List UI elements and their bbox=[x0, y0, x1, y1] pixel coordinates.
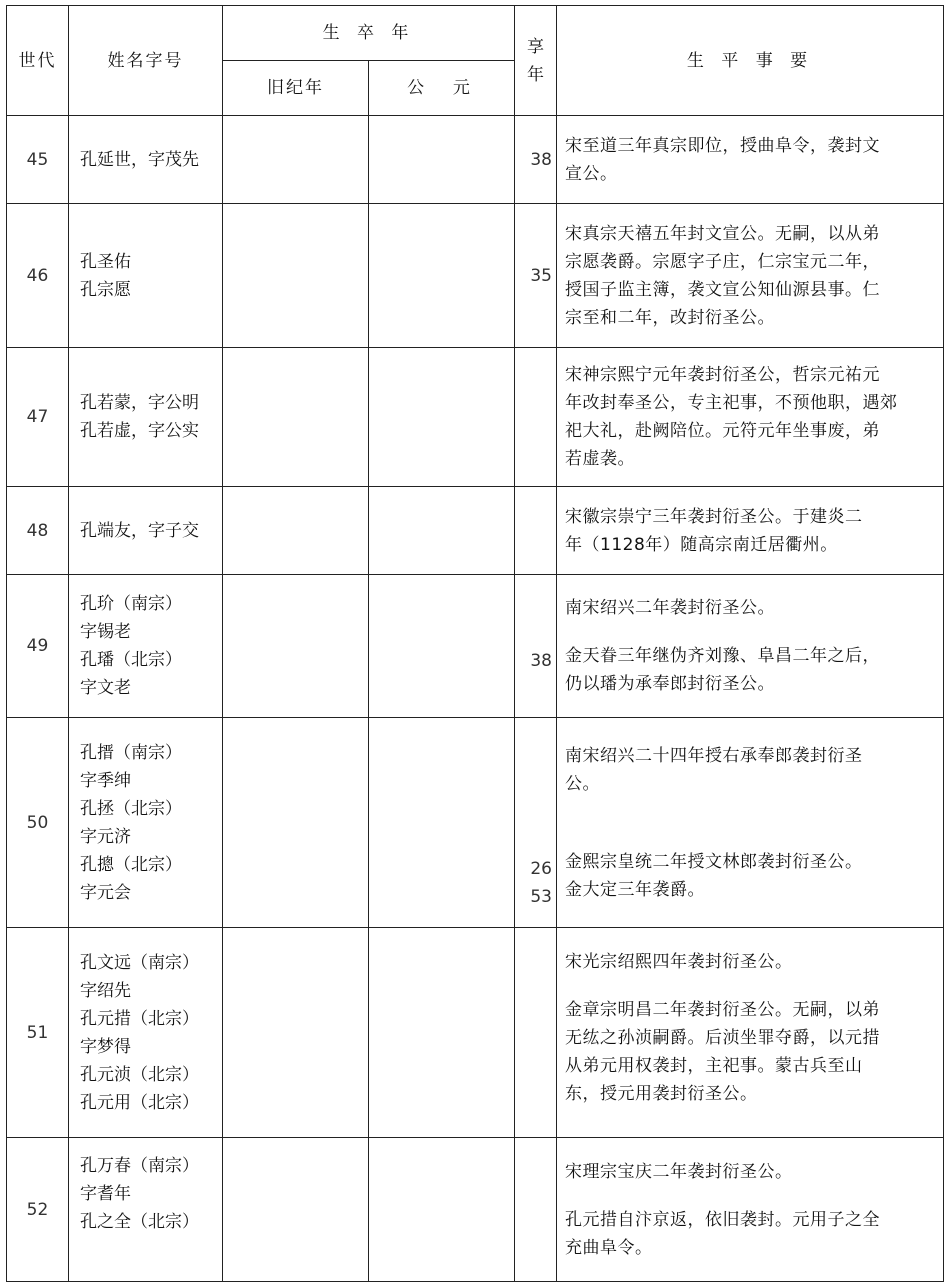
event-line: 宋至道三年真宗即位，授曲阜令，袭封文 bbox=[565, 135, 880, 156]
event-line: 东，授元用袭封衍圣公。 bbox=[565, 1084, 758, 1104]
event-line: 宗愿袭爵。宗愿字子庄，仁宗宝元二年， bbox=[565, 251, 880, 272]
person-name: 字文老 bbox=[80, 678, 131, 698]
event-line: 宣公。 bbox=[565, 163, 618, 184]
gregorian-cell bbox=[369, 928, 515, 1138]
gregorian-cell bbox=[369, 116, 515, 204]
person-name: 孔端友，字子交 bbox=[80, 520, 199, 541]
events-cell bbox=[557, 928, 944, 1138]
event-line: 金天眷三年继伪齐刘豫、阜昌二年之后， bbox=[565, 646, 880, 666]
person-name: 孔元用（北宗） bbox=[80, 1092, 199, 1113]
generation-number: 48 bbox=[7, 487, 69, 575]
table-row bbox=[7, 928, 944, 1138]
event-line: 充曲阜令。 bbox=[565, 1237, 653, 1258]
person-name: 孔元措（北宗） bbox=[80, 1008, 199, 1029]
event-line: 宋徽宗崇宁三年袭封衍圣公。于建炎二 bbox=[565, 506, 863, 527]
event-line: 金熙宗皇统二年授文林郎袭封衍圣公。 bbox=[565, 851, 863, 872]
old-calendar-cell bbox=[223, 718, 369, 928]
header-lifespan: 生 卒 年 bbox=[223, 6, 515, 61]
person-name: 孔圣佑 bbox=[80, 251, 131, 272]
gregorian-cell bbox=[369, 487, 515, 575]
age-cell bbox=[515, 487, 557, 575]
age-value: 38 bbox=[530, 651, 552, 671]
table-row bbox=[7, 348, 944, 487]
events-cell bbox=[557, 718, 944, 928]
age-value: 53 bbox=[530, 887, 552, 907]
person-name: 孔若虚，字公实 bbox=[80, 421, 199, 441]
event-line: 南宋绍兴二年袭封衍圣公。 bbox=[565, 598, 775, 618]
person-name: 字季绅 bbox=[80, 770, 131, 791]
age-cell bbox=[515, 928, 557, 1138]
events-cell bbox=[557, 204, 944, 348]
person-name: 孔万春（南宗） bbox=[80, 1156, 199, 1176]
gregorian-cell bbox=[369, 575, 515, 718]
event-line: 金大定三年袭爵。 bbox=[565, 879, 705, 900]
person-name: 孔搢（南宗） bbox=[80, 742, 182, 763]
event-line: 公。 bbox=[565, 773, 600, 794]
header-age-char: 享 bbox=[527, 36, 544, 57]
event-line: 孔元措自汴京返，依旧袭封。元用子之全 bbox=[565, 1209, 880, 1230]
table-row bbox=[7, 1138, 944, 1282]
person-name: 字元济 bbox=[80, 826, 131, 847]
event-line: 授国子监主簿，袭文宣公知仙源县事。仁 bbox=[565, 279, 880, 300]
event-line: 宋理宗宝庆二年袭封衍圣公。 bbox=[565, 1161, 793, 1182]
person-name: 孔元浈（北宗） bbox=[80, 1064, 199, 1085]
generation-number: 47 bbox=[7, 348, 69, 487]
person-name: 孔玠（南宗） bbox=[80, 594, 182, 614]
event-line: 若虚袭。 bbox=[565, 449, 635, 469]
old-calendar-cell bbox=[223, 575, 369, 718]
genealogy-table bbox=[6, 5, 944, 1282]
table-row bbox=[7, 575, 944, 718]
event-line: 宗至和二年，改封衍圣公。 bbox=[565, 307, 775, 328]
person-name: 字绍先 bbox=[80, 980, 131, 1001]
person-name: 孔璠（北宗） bbox=[80, 650, 182, 670]
generation-number: 46 bbox=[7, 204, 69, 348]
event-line: 无纮之孙浈嗣爵。后浈坐罪夺爵，以元措 bbox=[565, 1028, 880, 1048]
event-line: 年改封奉圣公，专主祀事，不预他职，遇郊 bbox=[565, 393, 898, 413]
table-row bbox=[7, 204, 944, 348]
generation-number: 52 bbox=[7, 1138, 69, 1282]
name-cell bbox=[69, 928, 223, 1138]
person-name: 字元会 bbox=[80, 882, 131, 903]
events-cell bbox=[557, 575, 944, 718]
person-name: 字锡老 bbox=[80, 622, 131, 642]
age-value: 35 bbox=[530, 265, 552, 286]
age-cell bbox=[515, 575, 557, 718]
gregorian-cell bbox=[369, 348, 515, 487]
person-name: 孔摠（北宗） bbox=[80, 854, 182, 875]
event-line: 宋神宗熙宁元年袭封衍圣公，哲宗元祐元 bbox=[565, 365, 880, 385]
header-deeds: 生 平 事 要 bbox=[557, 6, 944, 116]
old-calendar-cell bbox=[223, 1138, 369, 1282]
old-calendar-cell bbox=[223, 928, 369, 1138]
old-calendar-cell bbox=[223, 348, 369, 487]
table-row bbox=[7, 116, 944, 204]
person-name: 孔之全（北宗） bbox=[80, 1212, 199, 1232]
event-line: 仍以璠为承奉郎封衍圣公。 bbox=[565, 674, 775, 694]
age-cell bbox=[515, 116, 557, 204]
person-name: 字梦得 bbox=[80, 1036, 131, 1057]
old-calendar-cell bbox=[223, 204, 369, 348]
generation-number: 49 bbox=[7, 575, 69, 718]
gregorian-cell bbox=[369, 1138, 515, 1282]
name-cell bbox=[69, 116, 223, 204]
events-cell bbox=[557, 1138, 944, 1282]
header-gregorian: 公 元 bbox=[369, 61, 515, 116]
event-line: 宋真宗天禧五年封文宣公。无嗣，以从弟 bbox=[565, 223, 880, 244]
event-line: 年（1128年）随高宗南迁居衢州。 bbox=[565, 534, 838, 555]
header-old-calendar: 旧纪年 bbox=[223, 61, 369, 116]
old-calendar-cell bbox=[223, 116, 369, 204]
person-name: 孔延世，字茂先 bbox=[80, 149, 199, 170]
person-name: 字耆年 bbox=[80, 1184, 131, 1204]
header-generation: 世代 bbox=[7, 6, 69, 116]
age-cell bbox=[515, 718, 557, 928]
header-age bbox=[515, 6, 557, 116]
person-name: 孔文远（南宗） bbox=[80, 952, 199, 973]
header-age-char: 年 bbox=[527, 64, 544, 85]
name-cell bbox=[69, 1138, 223, 1282]
generation-number: 50 bbox=[7, 718, 69, 928]
event-line: 金章宗明昌二年袭封衍圣公。无嗣，以弟 bbox=[565, 1000, 880, 1020]
name-cell bbox=[69, 575, 223, 718]
name-cell bbox=[69, 487, 223, 575]
gregorian-cell bbox=[369, 718, 515, 928]
gregorian-cell bbox=[369, 204, 515, 348]
generation-number: 45 bbox=[7, 116, 69, 204]
age-cell bbox=[515, 1138, 557, 1282]
events-cell bbox=[557, 116, 944, 204]
events-cell bbox=[557, 348, 944, 487]
age-value: 38 bbox=[530, 149, 552, 170]
table-row bbox=[7, 718, 944, 928]
event-line: 祀大礼，赴阙陪位。元符元年坐事废，弟 bbox=[565, 421, 880, 441]
age-value: 26 bbox=[530, 859, 552, 879]
event-line: 从弟元用权袭封，主祀事。蒙古兵至山 bbox=[565, 1056, 863, 1076]
person-name: 孔拯（北宗） bbox=[80, 798, 182, 819]
event-line: 南宋绍兴二十四年授右承奉郎袭封衍圣 bbox=[565, 745, 863, 766]
generation-number: 51 bbox=[7, 928, 69, 1138]
header-name: 姓名字号 bbox=[69, 6, 223, 116]
events-cell bbox=[557, 487, 944, 575]
table-row bbox=[7, 487, 944, 575]
name-cell bbox=[69, 348, 223, 487]
event-line: 宋光宗绍熙四年袭封衍圣公。 bbox=[565, 952, 793, 972]
age-cell bbox=[515, 204, 557, 348]
age-cell bbox=[515, 348, 557, 487]
person-name: 孔宗愿 bbox=[80, 279, 131, 300]
name-cell bbox=[69, 718, 223, 928]
name-cell bbox=[69, 204, 223, 348]
old-calendar-cell bbox=[223, 487, 369, 575]
person-name: 孔若蒙，字公明 bbox=[80, 393, 199, 413]
